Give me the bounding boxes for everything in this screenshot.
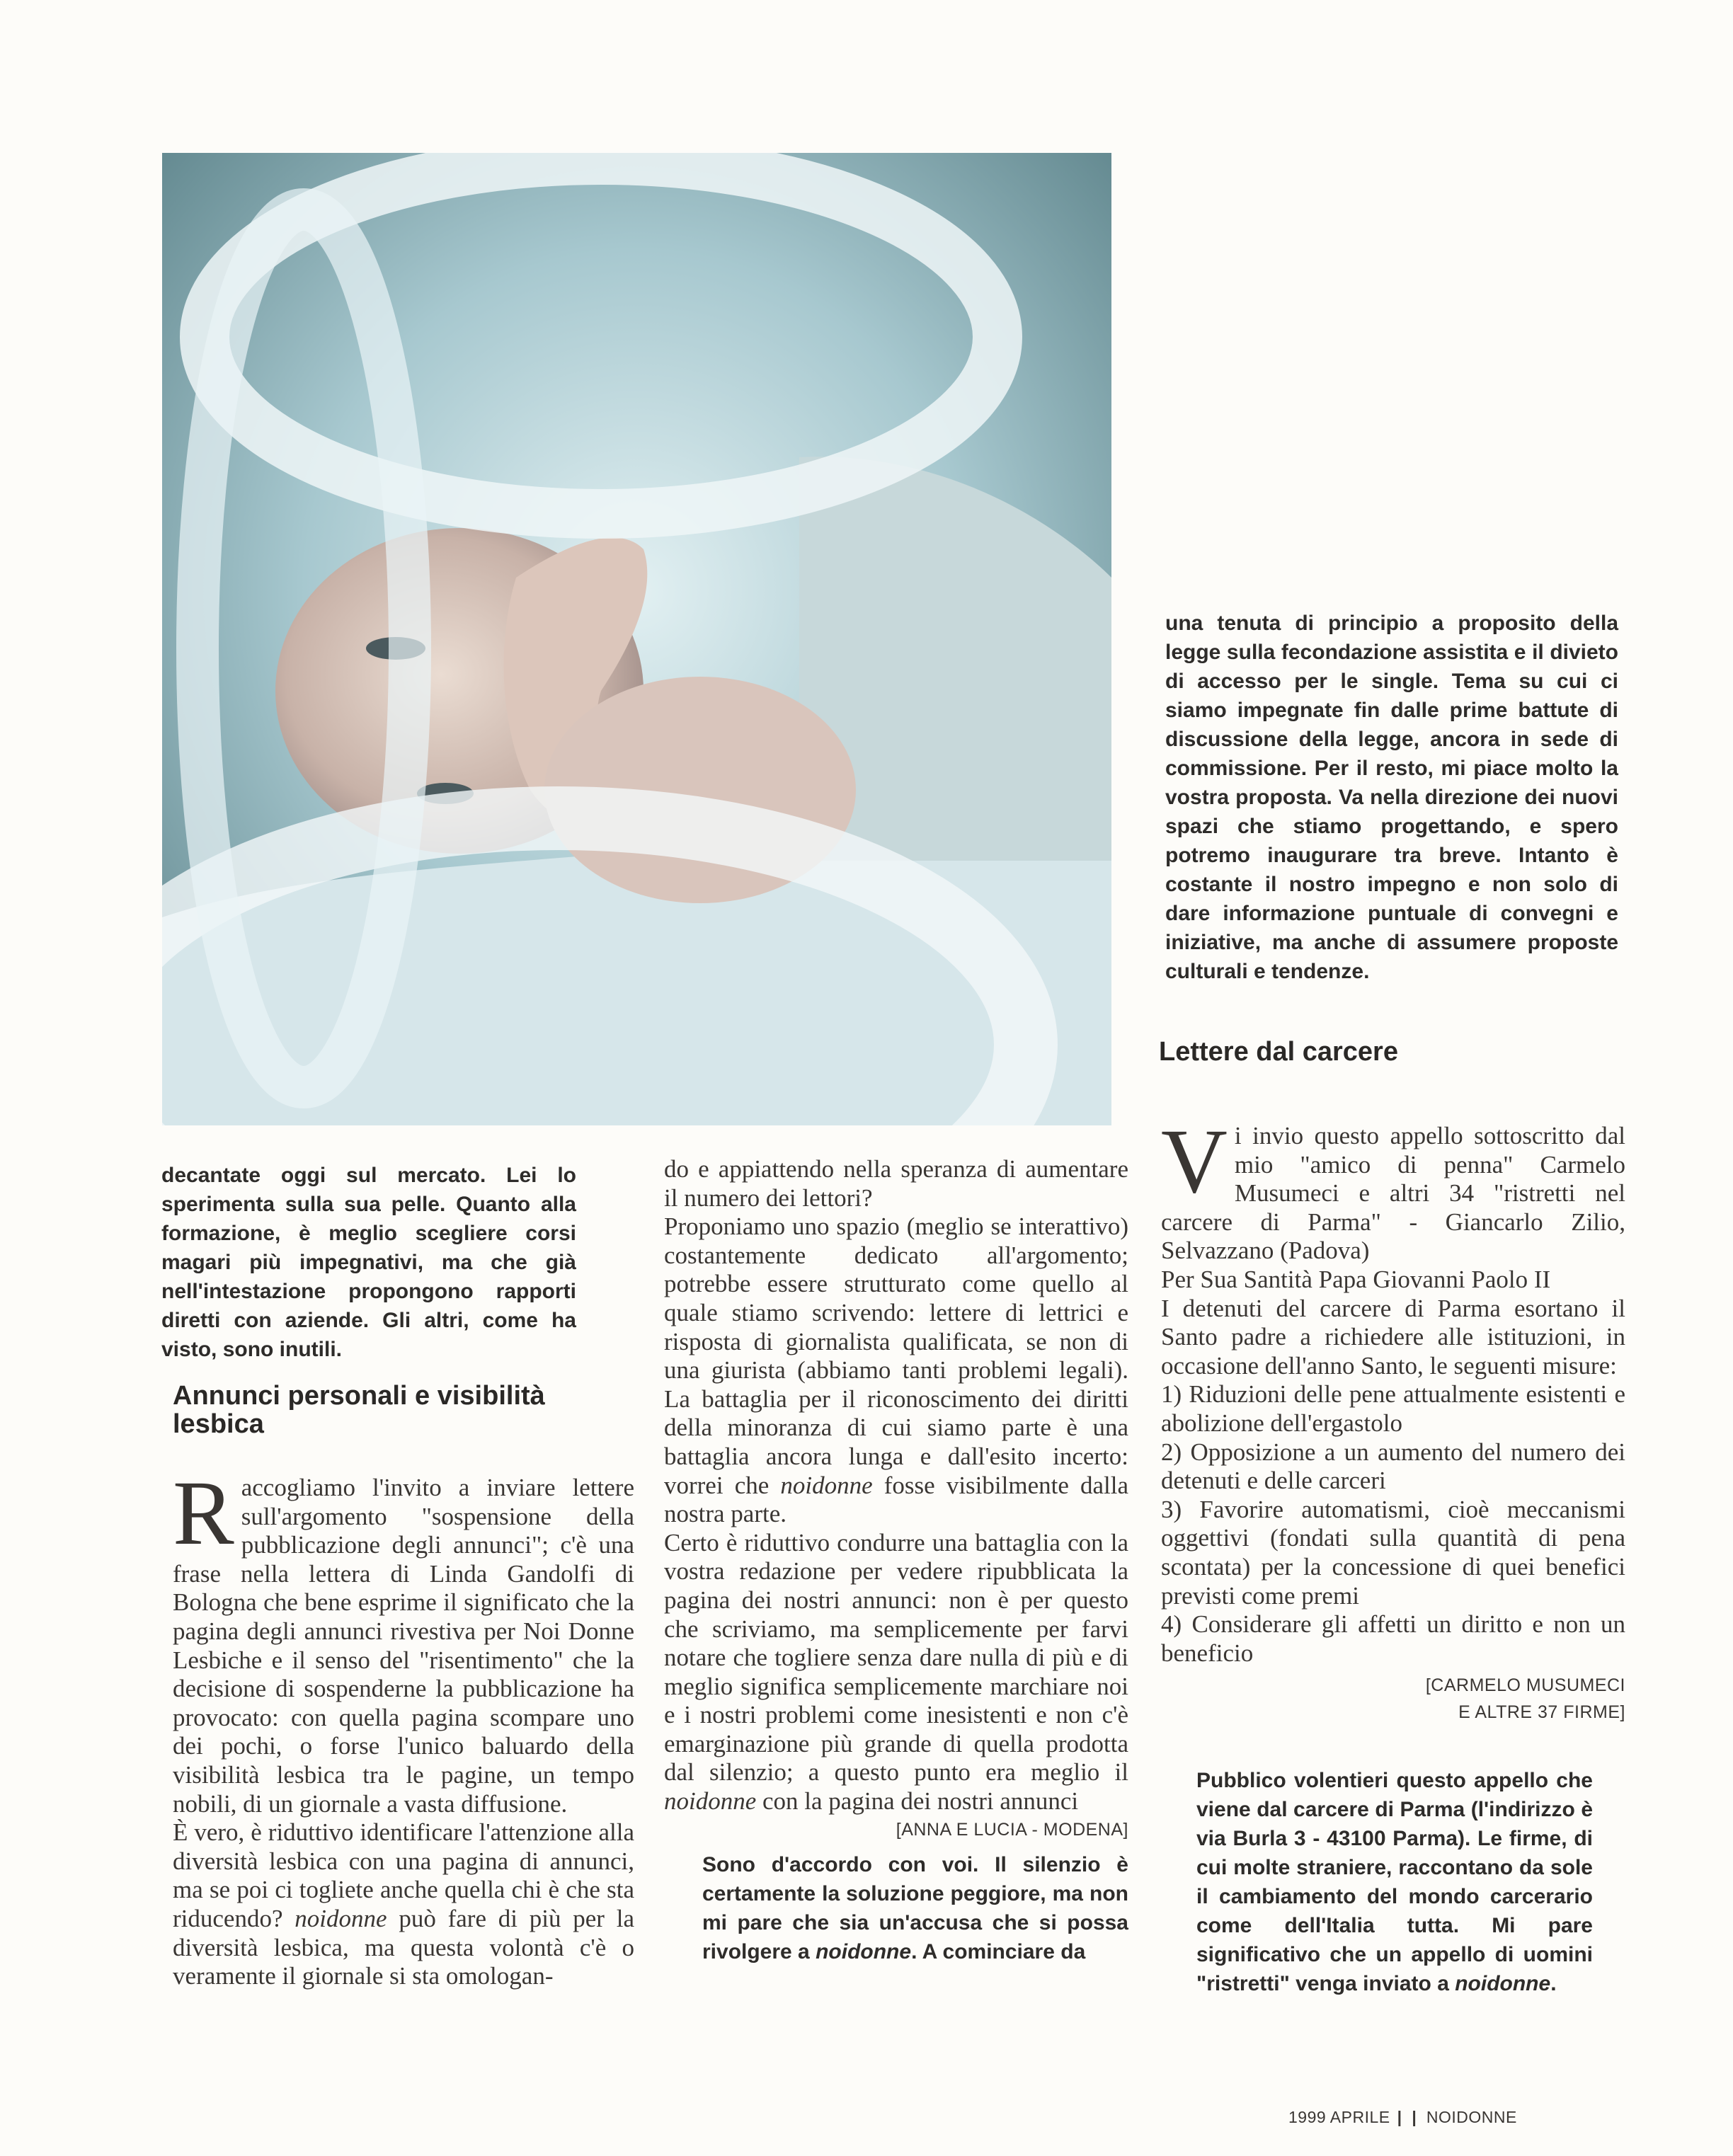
col2-paragraph-2: Proponiamo uno spazio (meglio se interattivo) costantemente dedicato all'argomento; potrebbe essere strutturato come quello al quale stiamo scrivendo: lettere di lettrici e risposta di giornalista qualificata, se non di una giurista (abbiamo tanti problemi legali). La battaglia per il riconoscimento dei diritti della minoranza di cui siamo parte è una battaglia ancora lunga e dall'esito incerto: vorrei che noidonne fosse visibilmente dalla nostra parte. [664, 1212, 1129, 1528]
col1-intro [161, 1161, 576, 1364]
col3-paragraph-2: Per Sua Santità Papa Giovanni Paolo II [1161, 1265, 1551, 1293]
col3-heading: Lettere dal carcere [1159, 1037, 1398, 1067]
footer-date: 1999 APRILE [1288, 2108, 1390, 2126]
col3-paragraph-1: Vi invio questo appello sottoscritto dal mio "amico di penna" Carmelo Musumeci e altri 34 "ristretti nel carcere di Parma" - Giancarlo Zilio, Selvazzano (Padova) [1161, 1111, 1625, 1265]
col3-reply-2: Pubblico volentieri questo appello che viene dal carcere di Parma (l'indirizzo è via Burla 3 - 43100 Parma). Le firme, di cui molte straniere, raccontano da sole il cambiamento del mondo carcerario come dell'Italia tutta. Mi pare significativo che un appello di uomini "ristretti" venga inviato a noidonne. [1196, 1769, 1593, 1995]
col2-paragraph-3: Certo è riduttivo condurre una battaglia con la vostra redazione per vedere ripubblicata la pagina dei nostri annunci: non è per questo che scriviamo, ma semplicemente per farvi notare che togliere senza dare nulla di più e di meglio significa semplicemente marchiare noi e i nostri problemi come inesistenti e non c'è emarginazione più grande di quella prodotta dal silenzio; a questo punto era meglio il noidonne con la pagina dei nostri annunci [664, 1528, 1128, 1816]
col3-paragraph-3: I detenuti del carcere di Parma esortano il Santo padre a richiedere alle istituzioni, in occasione dell'anno Santo, le seguenti misure: [1161, 1294, 1625, 1380]
col1-paragraph-2: È vero, è riduttivo identificare l'attenzione alla diversità lesbica con una pagina di annunci, ma se poi ci togliete anche quella chi è che sta riducendo? noidonne può fare di più per la diversità lesbica, ma questa volontà c'è o veramente il giornale si sta omologan- [173, 1818, 634, 1990]
col3-list-item-2: 2) Opposizione a un aumento del numero dei detenuti e delle carceri [1161, 1438, 1625, 1495]
col3-reply-text: una tenuta di principio a proposito della legge sulla fecondazione assistita e il divieto di accesso per le single. Tema su cui ci siamo impegnate fin dalle prime battute di discussione della legge, ancora in sede di commissione. Per il resto, mi piace molto la vostra proposta. Va nella direzione dei nuovi spazi che stiamo progettando, e spero potremo inaugurare tra breve. Intanto è costante il nostro impegno e non solo di dare informazione puntuale di convegni e iniziative, ma anche di assumere proposte culturali e tendenze. [1165, 612, 1618, 983]
col2-body [664, 1155, 1128, 1843]
col2-reply: Sono d'accordo con voi. Il silenzio è certamente la soluzione peggiore, ma non mi pare che sia un'accusa che si possa rivolgere a noidonne. A cominciare da [702, 1853, 1128, 1963]
col3-list-item-4: 4) Considerare gli affetti un diritto e non un beneficio [1161, 1610, 1625, 1667]
footer-magazine: NOIDONNE [1426, 2108, 1517, 2126]
footer-bars: | | [1397, 2108, 1419, 2126]
col1-intro-text: decantate oggi sul mercato. Lei lo sperimenta sulla sua pelle. Quanto alla formazione, è meglio scegliere corsi magari più impegnativi, ma che già nell'intestazione propongono rapporti diretti con aziende. Gli altri, come ha visto, sono inutili. [161, 1164, 576, 1361]
col2-signature: [ANNA E LUCIA - MODENA] [896, 1819, 1128, 1840]
page-footer [1288, 2108, 1586, 2127]
col3-reply [1165, 609, 1618, 986]
col3-body [1161, 1111, 1625, 1726]
col1-dropcap: R [173, 1462, 234, 1564]
col2-paragraph-1: do e appiattendo nella speranza di aumentare il numero dei lettori? [664, 1155, 1128, 1212]
col3-list-item-1: 1) Riduzioni delle pene attualmente esistenti e abolizione dell'ergastolo [1161, 1380, 1625, 1437]
col3-signature-line-2: E ALTRE 37 FIRME] [1458, 1702, 1625, 1723]
col3-dropcap: V [1161, 1111, 1228, 1212]
col1-paragraph-1: Raccogliamo l'invito a inviare lettere sull'argomento "sospensione della pubblicazione degli annunci"; c'è una frase nella lettera di Linda Gandolfi di Bologna che bene esprime il significato che la pagina degli annunci rivestiva per Noi Donne Lesbiche e il senso del "risentimento" che la decisione di sospenderne la pubblicazione ha provocato: con quella pagina scompare uno dei pochi, o forse l'unico baluardo della visibilità lesbica tra le pagine, un tempo nobili, di un giornale a vasta diffusione. [173, 1462, 634, 1818]
newborn-incubator-photo [162, 153, 1111, 1125]
col3-signature-line-1: [CARMELO MUSUMECI [1425, 1675, 1625, 1696]
col1-body [173, 1462, 634, 1991]
col3-list-item-3: 3) Favorire automatismi, cioè meccanismi oggettivi (fondati sulla quantità di pena scontata) per la concessione di quei benefici previsti come premi [1161, 1495, 1625, 1610]
photo-illustration [162, 153, 1111, 1125]
col1-heading: Annunci personali e visibilità lesbica [173, 1381, 545, 1439]
